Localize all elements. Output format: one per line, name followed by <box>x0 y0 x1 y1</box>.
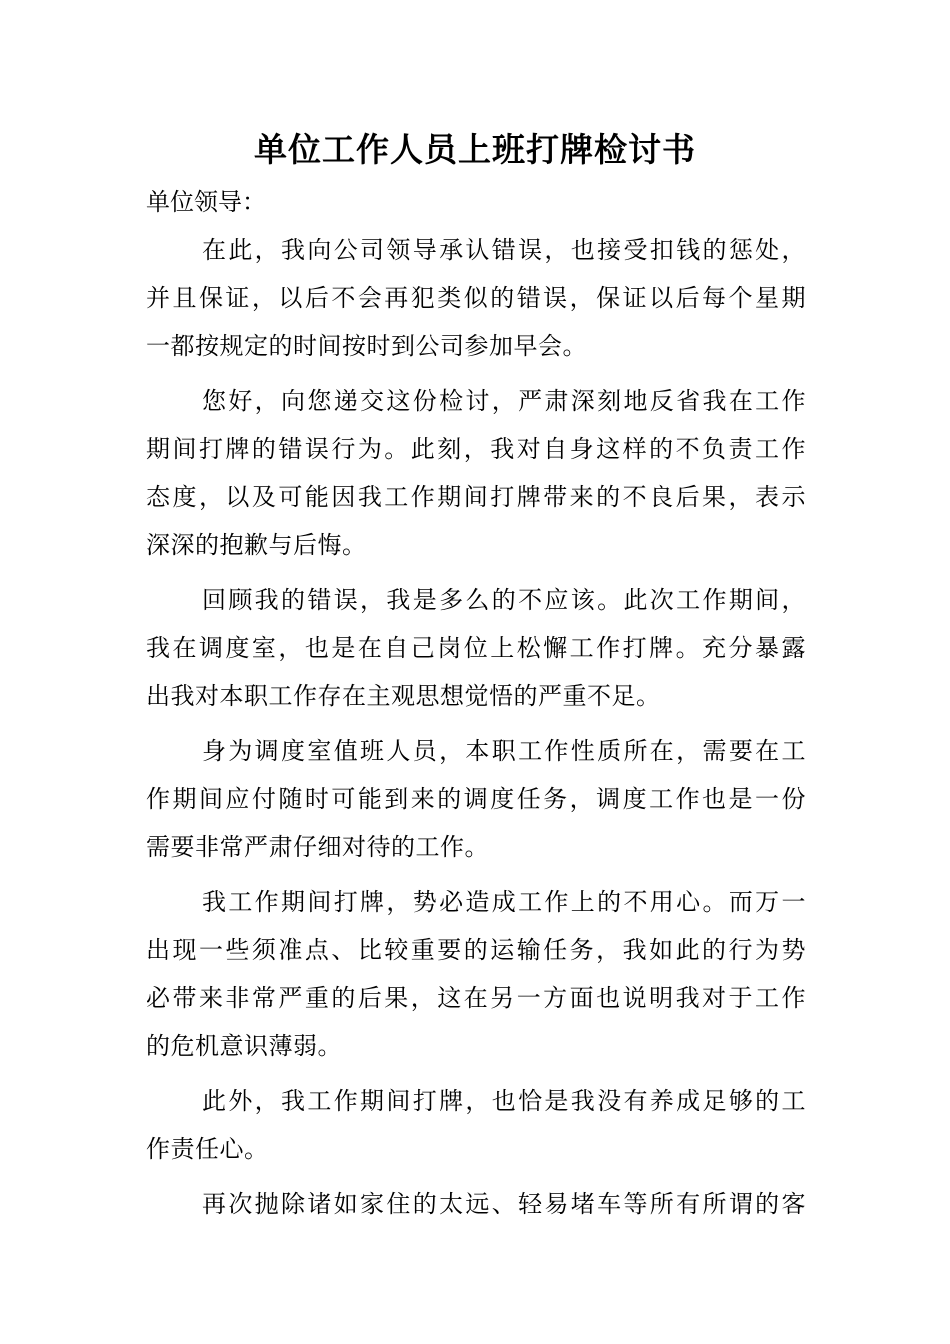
document-body <box>146 226 806 1228</box>
paragraph <box>146 226 806 370</box>
paragraph <box>146 727 806 871</box>
paragraph-line: 一都按规定的时间按时到公司参加早会。 <box>146 332 587 360</box>
paragraph-line: 您好，向您递交这份检讨，严肃深刻地反省我在工作 <box>202 387 806 415</box>
paragraph-line: 的危机意识薄弱。 <box>146 1032 342 1060</box>
paragraph-line: 期间打牌的错误行为。此刻，我对自身这样的不负责工作 <box>146 435 806 463</box>
paragraph <box>146 377 806 569</box>
paragraph <box>146 1077 806 1173</box>
salutation: 单位领导： <box>146 188 266 216</box>
paragraph-line: 必带来非常严重的后果，这在另一方面也说明我对于工作 <box>146 984 806 1012</box>
paragraph-line: 我工作期间打牌，势必造成工作上的不用心。而万一 <box>202 888 806 916</box>
paragraph-line: 此外，我工作期间打牌，也恰是我没有养成足够的工 <box>202 1087 806 1115</box>
paragraph <box>146 878 806 1070</box>
paragraph-line: 再次抛除诸如家住的太远、轻易堵车等所有所谓的客 <box>202 1190 806 1218</box>
paragraph-line: 出我对本职工作存在主观思想觉悟的严重不足。 <box>146 682 661 710</box>
paragraph-line: 在此，我向公司领导承认错误，也接受扣钱的惩处， <box>202 236 806 264</box>
paragraph-line: 我在调度室，也是在自己岗位上松懈工作打牌。充分暴露 <box>146 634 806 662</box>
paragraph-line: 作责任心。 <box>146 1135 269 1163</box>
paragraph-line: 身为调度室值班人员，本职工作性质所在，需要在工 <box>202 737 806 765</box>
paragraph-line: 深深的抱歉与后悔。 <box>146 531 367 559</box>
paragraph-line: 需要非常严肃仔细对待的工作。 <box>146 833 489 861</box>
paragraph-line: 并且保证，以后不会再犯类似的错误，保证以后每个星期 <box>146 284 806 312</box>
paragraph-line: 态度，以及可能因我工作期间打牌带来的不良后果，表示 <box>146 483 806 511</box>
paragraph-line: 回顾我的错误，我是多么的不应该。此次工作期间， <box>202 586 806 614</box>
paragraph-line: 作期间应付随时可能到来的调度任务，调度工作也是一份 <box>146 785 806 813</box>
paragraph-line: 出现一些须准点、比较重要的运输任务，我如此的行为势 <box>146 936 806 964</box>
paragraph <box>146 1180 806 1228</box>
paragraph <box>146 576 806 720</box>
document-title: 单位工作人员上班打牌检讨书 <box>254 130 696 169</box>
